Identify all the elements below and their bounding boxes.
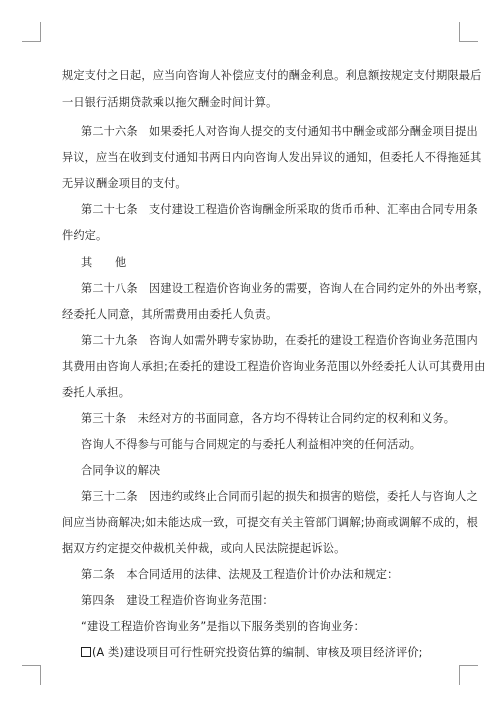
- body-text-line: 经委托人同意，其所需费用由委托人负责。: [62, 308, 278, 321]
- crop-mark-top-right: [459, 22, 460, 42]
- clause-28-text: 第二十八条 因建设工程造价咨询业务的需要，咨询人在合同约定外的外出考察，: [81, 282, 490, 295]
- service-category-label: (A 类)建设项目可行性研究投资估算的编制、审核及项目经济评价;: [92, 646, 423, 659]
- clause-32-text: 第三十二条 因违约或终止合同而引起的损失和损害的赔偿，委托人与咨询人之: [81, 490, 478, 503]
- crop-mark-bottom-left: [22, 665, 41, 666]
- checkbox-icon[interactable]: [81, 647, 91, 657]
- crop-mark-bottom-right: [459, 665, 460, 685]
- body-text-line: 委托人承担。: [62, 386, 131, 399]
- clause-30-text: 第三十条 未经对方的书面同意，各方均不得转让合同约定的权利和义务。: [81, 412, 456, 425]
- body-text-line: 异议，应当在收到支付通知书两日内向咨询人发出异议的通知，但委托人不得拖延其: [62, 151, 482, 164]
- clause-4-text: 第四条 建设工程造价咨询业务范围：: [81, 594, 274, 607]
- clause-27-text: 第二十七条 支付建设工程造价咨询酬金所采取的货币币种、汇率由合同专用条: [81, 203, 478, 216]
- clause-26-text: 第二十六条 如果委托人对咨询人提交的支付通知书中酬金或部分酬金项目提出: [81, 125, 478, 138]
- section-heading-other: 其 他: [81, 256, 127, 269]
- body-text-line: 据双方约定提交仲裁机关仲裁，或向人民法院提起诉讼。: [62, 542, 346, 555]
- body-text-line: “建设工程造价咨询业务”是指以下服务类别的咨询业务：: [81, 620, 365, 633]
- body-text-line: 件约定。: [62, 229, 108, 242]
- body-text-line: 间应当协商解决;如未能达成一致，可提交有关主管部门调解;协商或调解不成的，根: [62, 516, 478, 529]
- section-heading-dispute: 合同争议的解决: [81, 464, 161, 477]
- crop-mark-top-left: [22, 41, 41, 42]
- crop-mark-bottom-right: [459, 665, 478, 666]
- body-text-line: 其费用由咨询人承担;在委托的建设工程造价咨询业务范围以外经委托人认可其费用由: [62, 360, 486, 373]
- body-text-line: 咨询人不得参与可能与合同规定的与委托人利益相冲突的任何活动。: [81, 438, 422, 451]
- body-text-line: 无异议酬金项目的支付。: [62, 177, 187, 190]
- body-text-line: 规定支付之日起，应当向咨询人补偿应支付的酬金利息。利息额按规定支付期限最后: [62, 69, 482, 82]
- crop-mark-bottom-left: [40, 665, 41, 685]
- service-category-item: [81, 646, 461, 660]
- clause-2-text: 第二条 本合同适用的法律、法规及工程造价计价办法和规定：: [81, 568, 399, 581]
- crop-mark-top-right: [459, 41, 478, 42]
- crop-mark-top-left: [40, 22, 41, 42]
- clause-29-text: 第二十九条 咨询人如需外聘专家协助，在委托的建设工程造价咨询业务范围内: [81, 334, 478, 347]
- body-text-line: 一日银行活期贷款乘以拖欠酬金时间计算。: [62, 96, 278, 109]
